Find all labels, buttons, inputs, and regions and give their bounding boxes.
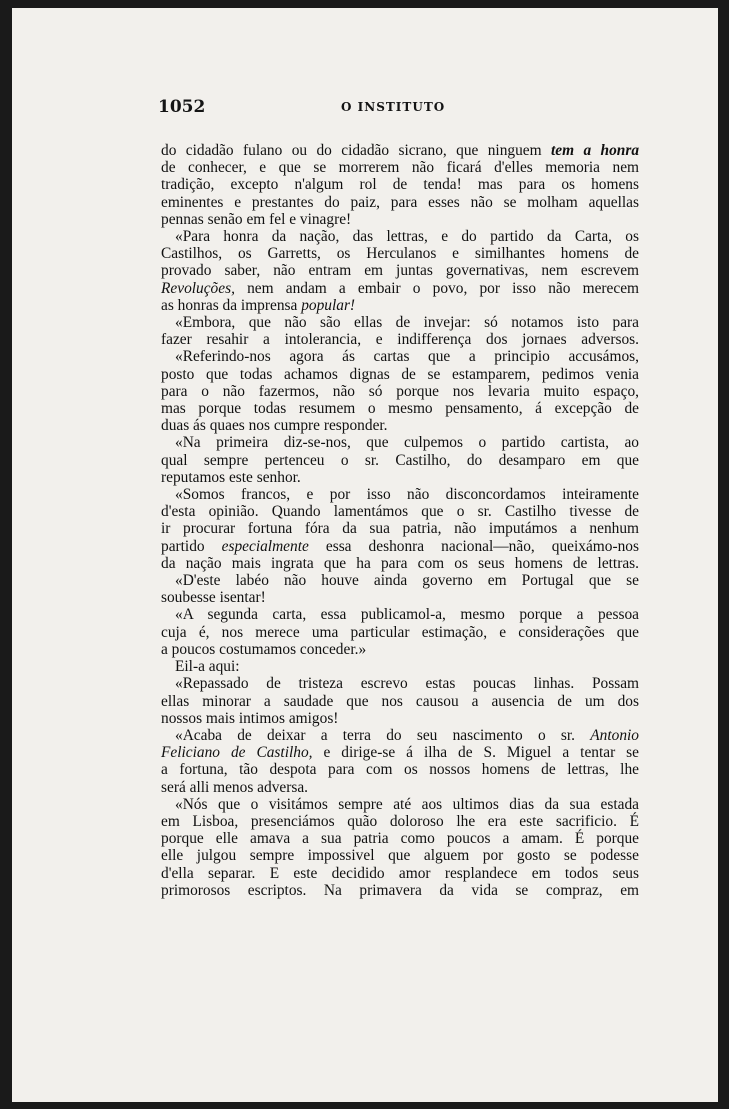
text-line: Revoluções, nem andam a embair o povo, por isso não merecem [161, 279, 639, 297]
text-line: fazer resahir a intolerancia, e indifferença dos jornaes adversos. [161, 331, 639, 349]
text-line: reputamos este senhor. [161, 468, 301, 486]
text-line: Eil-a aqui: [175, 658, 240, 676]
text-line: pennas senão em fel e vinagre! [161, 210, 352, 228]
text-line: nossos mais intimos amigos! [161, 709, 339, 727]
text-line: «Embora, que não são ellas de invejar: só notamos isto para [175, 314, 639, 332]
text-line: «Somos francos, e por isso não disconcordamos inteiramente [175, 486, 639, 504]
text-line: «Para honra da nação, das lettras, e do partido da Carta, os [175, 228, 639, 246]
page-header [158, 97, 658, 121]
text-line: d'esta opinião. Quando lamentámos que o sr. Castilho tivesse de [161, 503, 639, 521]
text-line: a fortuna, tão despota para com os nossos homens de lettras, lhe [161, 761, 639, 779]
text-line: de conhecer, e que se morrerem não ficará d'elles memoria nem [161, 159, 639, 177]
running-title: O INSTITUTO [341, 100, 446, 114]
text-line: «Na primeira diz-se-nos, que culpemos o partido cartista, ao [175, 434, 639, 452]
text-line: eminentes e prestantes do paiz, para esses não se molham aquellas [161, 193, 639, 211]
text-line: primorosos escriptos. Na primavera da vida se compraz, em [161, 881, 639, 899]
text-line: do cidadão fulano ou do cidadão sicrano, que ninguem tem a honra [161, 142, 640, 159]
body-text [161, 142, 639, 899]
text-line: provado saber, não entram em juntas governativas, nem escrevem [161, 262, 639, 280]
text-line: «A segunda carta, essa publicamol-a, mesmo porque a pessoa [175, 606, 639, 624]
text-line: será alli menos adversa. [161, 778, 309, 796]
text-line: ir procurar fortuna fóra da sua patria, não imputámos a nenhum [161, 520, 639, 538]
text-line: Castilhos, os Garretts, os Herculanos e similhantes homens de [161, 245, 639, 263]
text-line: soubesse isentar! [161, 589, 266, 607]
text-line: ellas minorar a saudade que nos causou a ausencia de um dos [161, 692, 639, 710]
text-line: da nação mais ingrata que ha para com os seus homens de lettras. [161, 554, 639, 572]
text-line: cuja é, nos merece uma particular estimação, e considerações que [161, 623, 639, 641]
text-line: «Repassado de tristeza escrevo estas poucas linhas. Possam [175, 675, 639, 693]
text-line: tradição, excepto n'algum rol de tenda! mas para os homens [161, 176, 639, 194]
text-line: para o não fazermos, não só porque nos levaria muito espaço, [161, 382, 639, 400]
text-line: partido especialmente essa deshonra nacional—não, queixámo-nos [161, 537, 639, 555]
text-line: «Referindo-nos agora ás cartas que a principio accusámos, [175, 348, 639, 366]
text-line: a poucos costumamos conceder.» [161, 640, 367, 658]
text-line: Feliciano de Castilho, e dirige-se á ilha de S. Miguel a tentar se [161, 744, 640, 762]
text-line: mas porque todas resumem o mesmo pensamento, á excepção de [161, 400, 639, 418]
text-line: em Lisboa, presenciámos quão doloroso lhe era este sacrificio. É [161, 812, 639, 830]
text-line: «Acaba de deixar a terra do seu nascimento o sr. Antonio [175, 726, 639, 744]
text-line: as honras da imprensa popular! [161, 296, 356, 314]
text-line: posto que todas achamos dignas de se estamparem, pedimos venia [161, 365, 639, 383]
text-line: duas ás quaes nos cumpre responder. [161, 417, 388, 435]
page-number: 1052 [158, 97, 206, 117]
text-line: «D'este labéo não houve ainda governo em Portugal que se [175, 572, 639, 590]
text-line: elle julgou sempre impossivel que alguem por gosto se podesse [161, 847, 639, 865]
text-line: «Nós que o visitámos sempre até aos ultimos dias da sua estada [175, 795, 639, 813]
book-page [12, 8, 718, 1102]
text-line: qual sempre pertenceu o sr. Castilho, do desamparo em que [161, 451, 639, 469]
text-line: d'ella separar. E este decidido amor resplandece em todos seus [161, 864, 639, 882]
text-line: porque elle amava a sua patria como poucos a amam. É porque [161, 830, 639, 848]
